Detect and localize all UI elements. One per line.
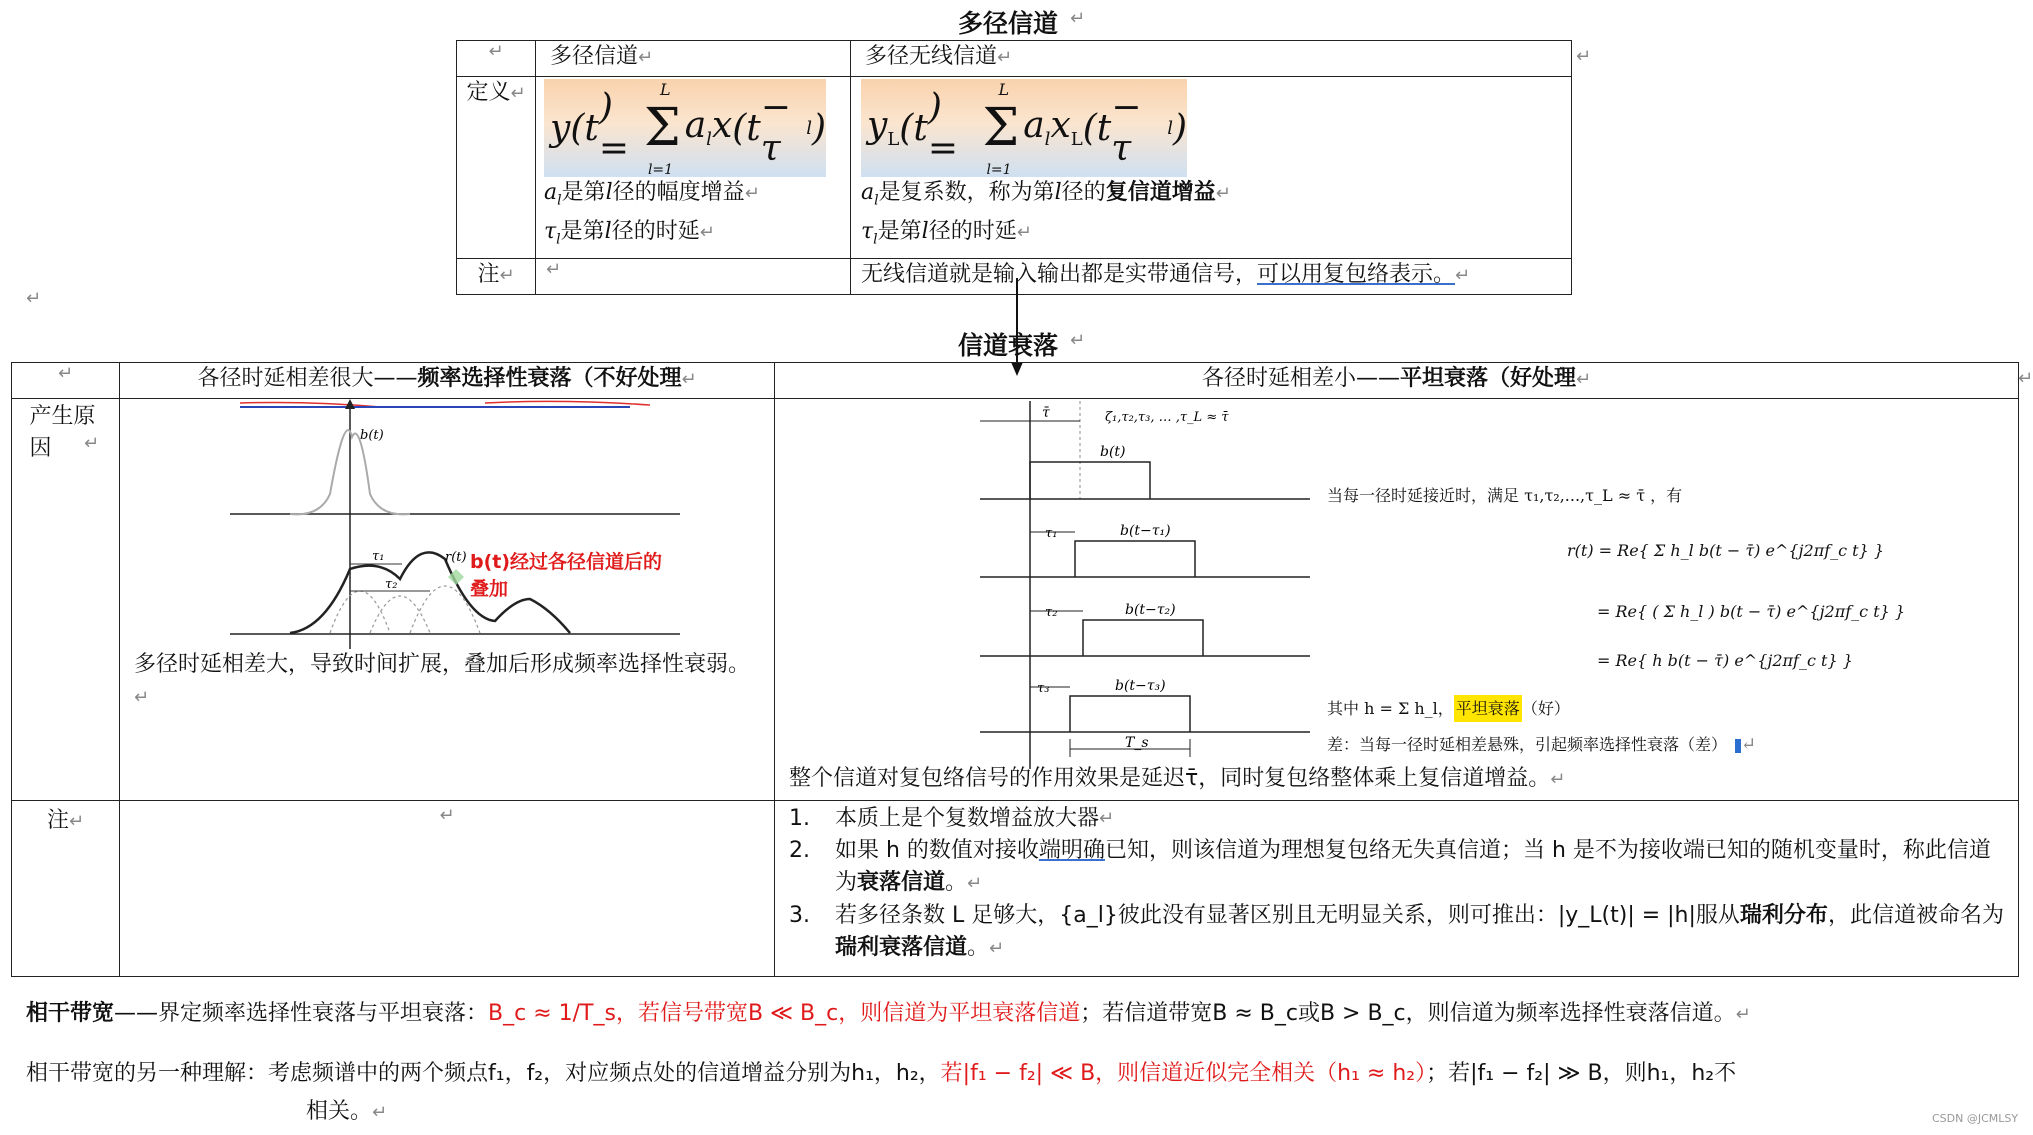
note-right-cell (775, 801, 2019, 977)
left-description: 多径时延相差大，导致时间扩展，叠加后形成频率选择性衰弱。↵ (134, 652, 751, 708)
note-label-cell-2: 注↵ (12, 801, 120, 977)
watermark: CSDN @JCMLSY (1932, 1112, 2019, 1125)
return-mark: ↵ (2018, 368, 2033, 389)
def-label-cell: 定义↵ (457, 77, 536, 259)
note-item-1: 1. 本质上是个复数增益放大器 ↵ (789, 806, 1115, 831)
return-mark: ↵ (26, 288, 42, 309)
b-label-3: b(t−τ₃) (1115, 678, 1166, 694)
cause-right-cell (775, 399, 2019, 801)
note-item-2: 2. 如果 h 的数值对接收端明确已知，则该信道为理想复包络无失真信道；当 h 是不为接收端已知的随机变量时，称此信道为衰落信道。↵ (789, 838, 1991, 895)
right-description: 整个信道对复包络信号的作用效果是延迟τ̄，同时复包络整体乘上复信道增益。↵ (789, 766, 1566, 791)
multipath-table (456, 40, 1572, 295)
header-cell-2: 多径无线信道↵ (851, 41, 1572, 77)
corner-cell-2: ↵ (12, 363, 120, 399)
row-label-cause: 产生原因 (29, 404, 96, 461)
tau-3-label: τ₃ (1037, 681, 1050, 696)
def1-line2: $\tau_l$是第l径的时延↵ (544, 219, 715, 248)
return-mark: ↵ (1070, 330, 1086, 351)
note-item-3: 3. 若多径条数 L 足够大，{a_l}彼此没有显著区别且无明显关系，则可推出：|y_L(t)| = |h|服从瑞利分布，此信道被命名为瑞利衰落信道。↵ (789, 903, 2004, 960)
def1-line1: $a_l$是第l径的幅度增益↵ (544, 180, 760, 209)
note-label-cell: 注↵ (457, 258, 536, 294)
note-left-cell: ↵ (120, 801, 775, 977)
note-cell: 无线信道就是输入输出都是实带通信号，可以用复包络表示。↵ (851, 258, 1572, 294)
return-mark: ↵ (1576, 46, 1592, 67)
header-freq-selective: 各径时延相差很大——频率选择性衰落（不好处理 (197, 366, 682, 391)
b-label-0: b(t) (1100, 444, 1126, 460)
formula-wireless: $y_L$ ( t ) = Σ L l=1 $a_lx_L$ ( t − τ l ) (861, 79, 1187, 177)
coherence-bandwidth-line: 相干带宽——界定频率选择性衰落与平坦衰落：B_c ≈ 1/T_s，若信号带宽B ≪ B_c，则信道为平坦衰落信道；若信道带宽B ≈ B_c或B > B_c，则信道为频率选择性衰落信道。↵ (26, 1001, 1751, 1026)
left-figure-annotation: b(t)经过各径信道后的叠加 (470, 551, 663, 600)
tau-approx-label: ζ₁,τ₂,τ₃, … ,τ_L ≈ τ̄ (1105, 410, 1229, 425)
row-label-definition: 定义 (466, 80, 511, 105)
note-text: 无线信道就是输入输出都是实带通信号，可以用复包络表示。 (861, 261, 1456, 287)
formula-multipath: y ( t ) = Σ L l=1 $a_lx$ ( t − τ l ) (544, 79, 826, 177)
tau-bar-label: τ̄ (1042, 405, 1050, 421)
eq-line-3: = Re{ h b(t − τ̄) e^{j2πf_c t} } (1597, 651, 1853, 670)
def-cell-2 (851, 77, 1572, 259)
header-freq-selective-cell: 各径时延相差很大——频率选择性衰落（不好处理↵ (120, 363, 775, 399)
header-flat: 各径时延相差小——平坦衰落（好处理 (1201, 366, 1576, 391)
fading-table (11, 362, 2019, 977)
corner-cell: ↵ (457, 41, 536, 77)
svg-text:τ₁: τ₁ (372, 549, 385, 564)
def2-line2: $\tau_l$是第l径的时延↵ (861, 219, 1032, 248)
return-mark: ↵ (1070, 8, 1086, 29)
b-label-2: b(t−τ₂) (1125, 602, 1176, 618)
fading-title: 信道衰落 (958, 331, 1059, 360)
header-wireless-multipath: 多径无线信道 (865, 44, 998, 69)
header-cell-1: 多径信道↵ (536, 41, 851, 77)
rt-label: r(t) (445, 550, 467, 565)
coherence-alt-line: 相干带宽的另一种理解：考虑频谱中的两个频点f₁，f₂，对应频点处的信道增益分别为h₁，h₂，若|f₁ − f₂| ≪ B，则信道近似完全相关（h₁ ≈ h₂）；若|f₁ − f₂| ≫ B，则h₁，h₂不 (26, 1061, 1737, 1086)
header-multipath: 多径信道 (550, 44, 639, 69)
coherence-alt-line-2: 相关。↵ (306, 1099, 388, 1124)
eq-line-1: r(t) = Re{ Σ h_l b(t − τ̄) e^{j2πf_c t} } (1567, 541, 1885, 560)
def2-line1: $a_l$是复系数，称为第l径的复信道增益↵ (861, 180, 1231, 209)
eq-line-2: = Re{ ( Σ h_l ) b(t − τ̄) e^{j2πf_c t} } (1597, 602, 1906, 621)
near-delay-text: 当每一径时延接近时，满足 τ₁,τ₂,...,τ_L ≈ τ̄ ，有 (1327, 486, 1683, 505)
row-label-note: 注 (477, 261, 500, 287)
b-label-1: b(t−τ₁) (1120, 523, 1171, 539)
def-cell-1 (536, 77, 851, 259)
header-flat-cell: 各径时延相差小——平坦衰落（好处理↵ (775, 363, 2019, 399)
row-label-note-2: 注 (46, 808, 69, 833)
tau-2-label: τ₂ (1045, 605, 1058, 620)
tau-1-label: τ₁ (1045, 526, 1058, 541)
cause-left-cell (120, 399, 775, 801)
svg-text:τ₂: τ₂ (385, 577, 398, 592)
ts-label: T_s (1125, 735, 1149, 751)
squiggle-mark (485, 401, 650, 405)
top-title: 多径信道 (958, 9, 1059, 38)
bt-label: b(t) (360, 428, 384, 443)
cause-label-cell: 产生原因 ↵ (12, 399, 120, 801)
where-h-text: 其中 h = Σ h_l， 平坦衰落 （好） (1327, 696, 1570, 719)
bad-case-text: 差：当每一径时延相差悬殊，引起频率选择性衰落（差） ↵ (1327, 734, 1757, 755)
note-empty-cell: ↵ (536, 258, 851, 294)
flat-fading-highlight: 平坦衰落 (1454, 695, 1522, 722)
